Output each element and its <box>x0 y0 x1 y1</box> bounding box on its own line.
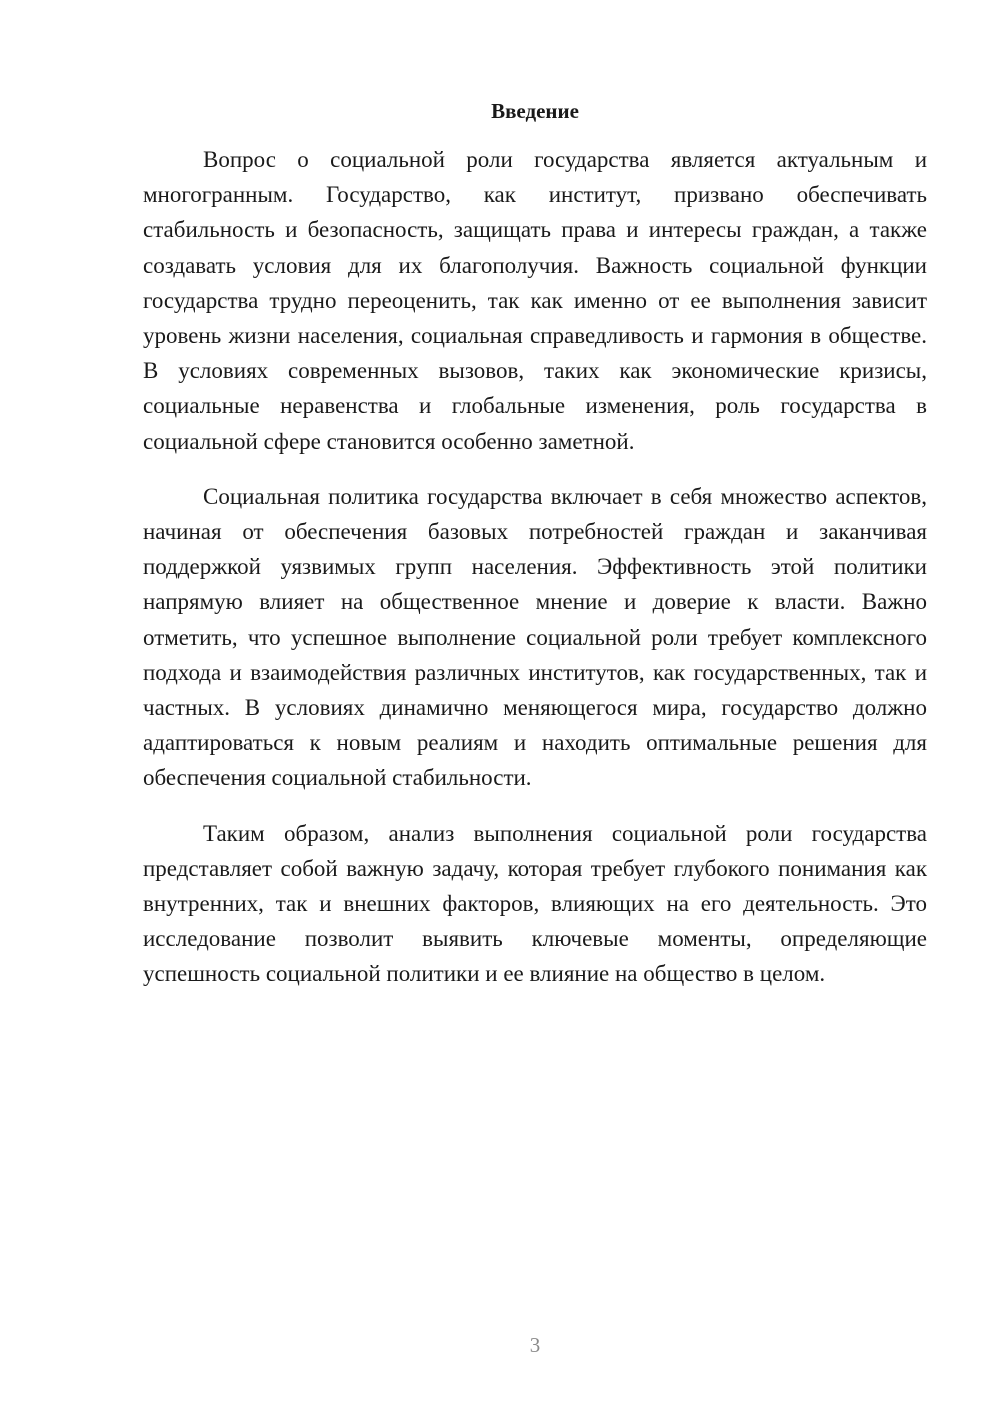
paragraph-1: Вопрос о социальной роли государства является актуальным и многогранным. Государство, как институт, призвано обеспечивать стабильность и безопасность, защищать права и интересы граждан, а также создавать условия для их благополучия. Важность социальной функции государства трудно переоценить, так как именно от ее выполнения зависит уровень жизни населения, социальная справедливость и гармония в обществе. В условиях современных вызовов, таких как экономические кризисы, социальные неравенства и глобальные изменения, роль государства в социальной сфере становится особенно заметной. <box>143 147 927 454</box>
section-heading: Введение <box>491 99 579 123</box>
paragraph-3: Таким образом, анализ выполнения социальной роли государства представляет собой важную задачу, которая требует глубокого понимания как внутренних, так и внешних факторов, влияющих на его деятельность. Это исследование позволит выявить ключевые моменты, определяющие успешность социальной политики и ее влияние на общество в целом. <box>143 820 927 987</box>
paragraph-2: Социальная политика государства включает в себя множество аспектов, начиная от обеспечения базовых потребностей граждан и заканчивая поддержкой уязвимых групп населения. Эффективность этой политики напрямую влияет на общественное мнение и доверие к власти. Важно отметить, что успешное выполнение социальной роли требует комплексного подхода и взаимодействия различных институтов, как государственных, так и частных. В условиях динамично меняющегося мира, государство должно адаптироваться к новым реалиям и находить оптимальные решения для обеспечения социальной стабильности. <box>143 483 927 791</box>
page-number: 3 <box>529 1333 541 1357</box>
body-text <box>143 142 927 1012</box>
